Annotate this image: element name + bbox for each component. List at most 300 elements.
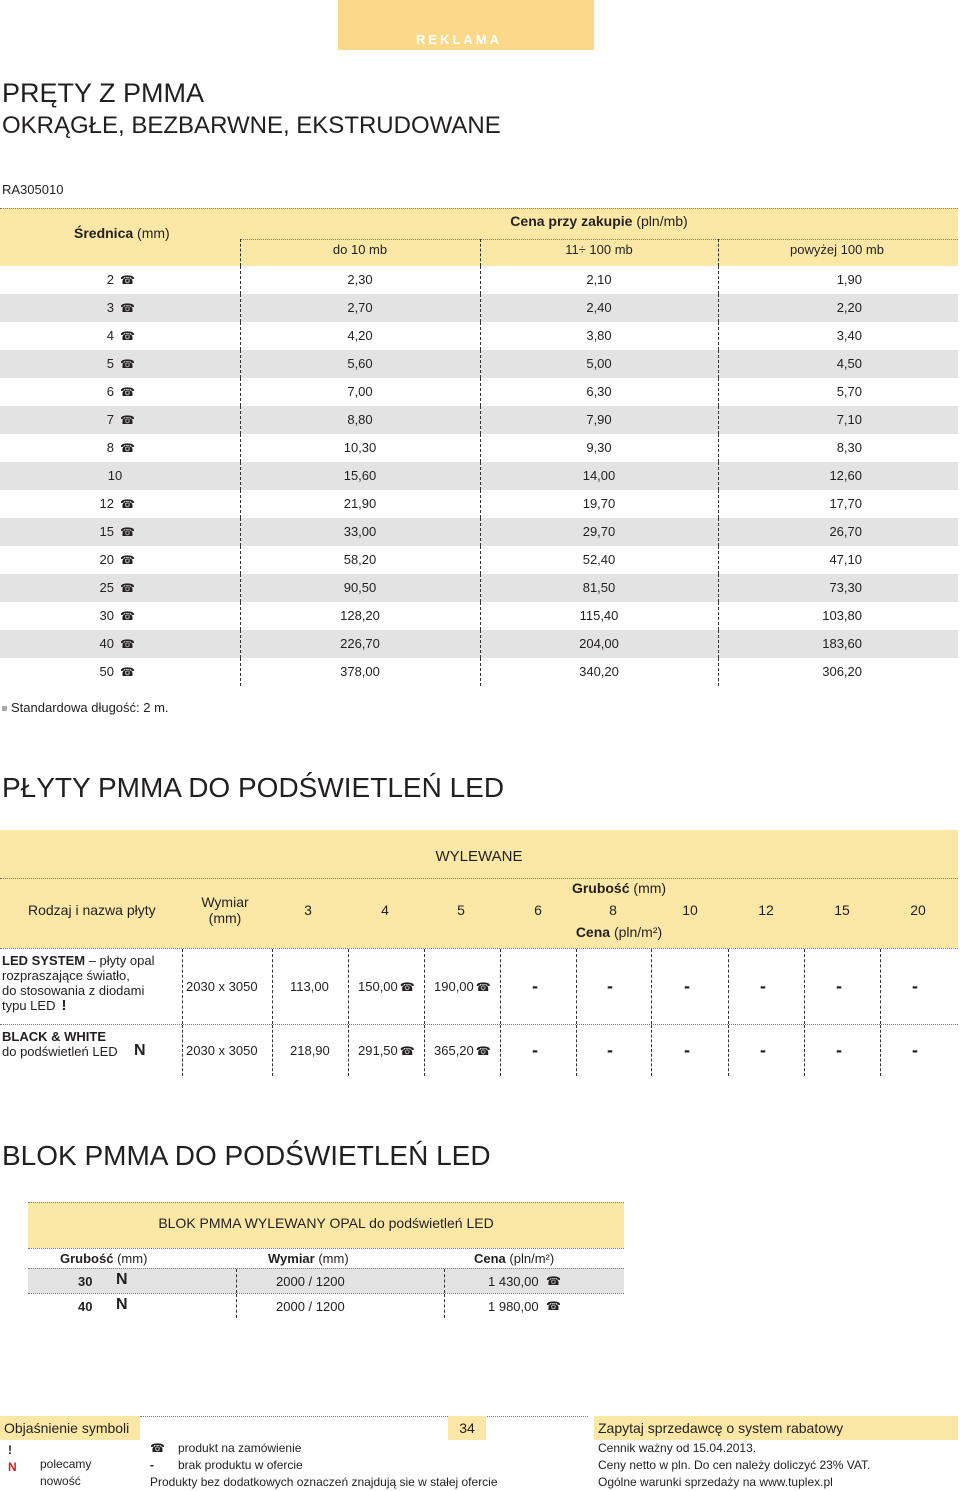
divider <box>718 546 719 574</box>
table-row <box>0 378 958 406</box>
section-title-rods: PRĘTY Z PMMA <box>2 78 205 108</box>
table-row <box>0 406 958 434</box>
divider <box>240 462 241 490</box>
divider <box>718 434 719 462</box>
phone-icon: ☎ <box>120 665 135 679</box>
price-cell: 8,30 <box>836 440 862 455</box>
diameter-cell <box>90 434 210 462</box>
table-row <box>0 658 958 686</box>
dash-icon: - <box>836 976 842 996</box>
price-cell: 378,00 <box>340 664 380 679</box>
thickness-value: 15 <box>834 902 850 918</box>
divider <box>480 490 481 518</box>
divider <box>718 322 719 350</box>
diameter-value: 2 <box>106 272 114 287</box>
price-cell: 5,60 <box>347 356 373 371</box>
section-title-led-sheets: PŁYTY PMMA DO PODŚWIETLEŃ LED <box>2 772 505 803</box>
price-cell: 7,00 <box>347 384 373 399</box>
divider <box>500 949 501 1024</box>
dash-icon: - <box>532 976 538 996</box>
legend-labels <box>40 1456 91 1490</box>
divider <box>480 434 481 462</box>
phone-icon: ☎ <box>120 357 135 371</box>
diameter-label: Średnica <box>74 225 134 241</box>
block-table-header <box>28 1248 624 1268</box>
valid-date: Cennik ważny od 15.04.2013. <box>598 1441 757 1455</box>
thickness-value: 40 <box>78 1299 93 1314</box>
divider <box>880 1025 881 1076</box>
exclamation-icon: ! <box>8 1443 12 1457</box>
col-header-1: 11÷ 100 mb <box>565 242 633 257</box>
phone-icon: ☎ <box>475 980 491 994</box>
col3-unit: (pln/m²) <box>505 1251 555 1266</box>
diameter-value: 15 <box>99 524 114 539</box>
price-value: 218,90 <box>290 1043 330 1058</box>
table-row <box>0 546 958 574</box>
price-cell: 10,30 <box>343 440 377 455</box>
divider <box>500 1025 501 1076</box>
section-subtitle-rods: OKRĄGŁE, BEZBARWNE, EKSTRUDOWANE <box>2 112 501 139</box>
col-header-2: powyżej 100 mb <box>790 242 884 257</box>
note-text: Standardowa długość: 2 m. <box>11 700 169 715</box>
col1-unit: (mm) <box>113 1251 148 1266</box>
divider <box>348 1025 349 1076</box>
footer-divider <box>140 1416 588 1440</box>
unavailable-cell <box>684 976 690 996</box>
divider <box>718 574 719 602</box>
table-row <box>0 490 958 518</box>
divider <box>424 1025 425 1076</box>
divider <box>480 350 481 378</box>
diameter-value: 40 <box>99 636 114 651</box>
divider <box>718 350 719 378</box>
divider <box>728 1025 729 1076</box>
dash-icon: - <box>150 1458 154 1472</box>
price-cell <box>434 979 491 994</box>
price-value: 190,00 <box>434 979 474 994</box>
divider <box>480 266 481 294</box>
price-cell: 52,40 <box>582 552 616 567</box>
divider <box>272 1025 273 1076</box>
divider <box>480 630 481 658</box>
divider <box>240 630 241 658</box>
page-number: 34 <box>448 1416 486 1440</box>
price-cell: 2,70 <box>347 300 373 315</box>
diameter-value: 8 <box>106 440 114 455</box>
divider <box>480 239 481 266</box>
divider <box>718 602 719 630</box>
price-cell: 115,40 <box>579 608 619 623</box>
thickness-value: 6 <box>534 902 542 918</box>
unavailable-cell <box>836 976 842 996</box>
diameter-value: 20 <box>99 552 114 567</box>
block-col-thickness <box>60 1251 147 1266</box>
table-row <box>0 350 958 378</box>
divider <box>804 1025 805 1076</box>
diameter-value: 50 <box>99 664 114 679</box>
divider <box>182 1025 183 1076</box>
diameter-cell <box>90 490 210 518</box>
diameter-value: 4 <box>106 328 114 343</box>
diameter-cell <box>90 658 210 686</box>
divider <box>718 462 719 490</box>
dash-icon: - <box>760 1040 766 1060</box>
new-n-icon: N <box>116 1296 128 1313</box>
size-value: 2000 / 1200 <box>276 1299 345 1314</box>
phone-icon: ☎ <box>120 581 135 595</box>
product-desc: do podświetleń LED <box>2 1044 118 1059</box>
pricing-info <box>598 1440 870 1491</box>
diameter-cell <box>90 378 210 406</box>
divider <box>182 949 183 1024</box>
diameter-value: 10 <box>107 468 123 483</box>
price-cell <box>290 1043 330 1058</box>
table-row <box>28 1293 624 1318</box>
divider <box>240 294 241 322</box>
divider <box>240 518 241 546</box>
product-name: BLACK & WHITE <box>2 1029 106 1044</box>
divider <box>236 1269 237 1293</box>
diameter-value: 25 <box>99 580 114 595</box>
phone-icon: ☎ <box>546 1299 561 1313</box>
divider <box>480 574 481 602</box>
price-value: 291,50 <box>358 1043 398 1058</box>
legend-none: brak produktu w ofercie <box>178 1458 303 1472</box>
divider <box>236 1294 237 1318</box>
table-row <box>0 462 958 490</box>
unavailable-cell <box>684 1040 690 1060</box>
diameter-cell <box>90 406 210 434</box>
col1-label: Grubość <box>60 1251 114 1266</box>
price-value: 1 430,00 <box>488 1274 539 1289</box>
price-cell: 17,70 <box>829 496 862 511</box>
legend-standard: Produkty bez dodatkowych oznaczeń znajdują sie w stałej ofercie <box>150 1475 498 1489</box>
divider <box>576 949 577 1024</box>
product-code: RA305010 <box>2 182 64 197</box>
dash-icon: - <box>912 1040 918 1060</box>
divider <box>480 462 481 490</box>
standard-length-note <box>2 700 169 715</box>
product-name: LED SYSTEM <box>2 953 86 968</box>
thickness-value: 3 <box>304 902 312 918</box>
size-unit: (mm) <box>208 910 242 926</box>
diameter-value: 12 <box>99 496 114 511</box>
diameter-cell <box>90 574 210 602</box>
price-cell: 73,30 <box>829 580 862 595</box>
price-cell: 7,10 <box>836 412 862 427</box>
table-row <box>0 322 958 350</box>
table-row <box>28 1268 624 1293</box>
phone-icon: ☎ <box>399 1044 415 1058</box>
table-row <box>0 630 958 658</box>
unavailable-cell <box>912 976 918 996</box>
thickness-value: 5 <box>457 902 465 918</box>
diameter-value: 3 <box>106 300 114 315</box>
price-cell: 2,10 <box>586 272 612 287</box>
price-m2-header <box>280 924 958 940</box>
block-col-size <box>268 1251 349 1266</box>
phone-icon: ☎ <box>546 1274 561 1288</box>
price-cell: 340,20 <box>579 664 619 679</box>
price-cell: 15,60 <box>343 468 377 483</box>
dash-icon: - <box>760 976 766 996</box>
price-cell: 306,20 <box>822 664 862 679</box>
divider <box>480 378 481 406</box>
diameter-cell <box>90 350 210 378</box>
divider <box>651 1025 652 1076</box>
price-cell: 183,60 <box>822 636 862 651</box>
divider <box>240 266 241 294</box>
col3-label: Cena <box>474 1251 506 1266</box>
thickness-value: 8 <box>609 902 617 918</box>
diameter-unit: (mm) <box>137 225 170 241</box>
type-header: Rodzaj i nazwa płyty <box>28 902 156 918</box>
divider <box>718 239 719 266</box>
price-cell: 19,70 <box>582 496 616 511</box>
divider <box>480 602 481 630</box>
unavailable-cell <box>836 1040 842 1060</box>
size-label: Wymiar <box>201 894 249 910</box>
new-n-icon: N <box>8 1460 17 1474</box>
col2-unit: (mm) <box>314 1251 349 1266</box>
legend-order: produkt na zamówienie <box>178 1441 302 1455</box>
table-row <box>0 948 958 1024</box>
price-cell: 226,70 <box>340 636 380 651</box>
unavailable-cell <box>760 976 766 996</box>
price-cell: 6,30 <box>586 384 612 399</box>
dash-icon: - <box>684 1040 690 1060</box>
block-title-suffix: do podświetleń LED <box>365 1215 494 1231</box>
diameter-header <box>74 225 170 241</box>
dash-icon: - <box>912 976 918 996</box>
divider <box>718 378 719 406</box>
product-name-cell <box>2 953 182 1013</box>
price-value: 150,00 <box>358 979 398 994</box>
size-cell: 2030 x 3050 <box>186 1043 258 1058</box>
divider <box>651 949 652 1024</box>
product-desc: do stosowania z diodami <box>2 983 145 998</box>
table-row <box>0 574 958 602</box>
phone-icon: ☎ <box>120 413 135 427</box>
price-cell: 26,70 <box>829 524 862 539</box>
price-cell: 81,50 <box>582 580 616 595</box>
unavailable-cell <box>532 976 538 996</box>
dash-icon: - <box>684 976 690 996</box>
table-row <box>0 294 958 322</box>
price-value: 365,20 <box>434 1043 474 1058</box>
phone-icon: ☎ <box>120 609 135 623</box>
diameter-cell <box>90 266 210 294</box>
block-table-title <box>28 1203 624 1231</box>
diameter-value: 7 <box>106 412 114 427</box>
price-cell: 90,50 <box>343 580 377 595</box>
phone-icon: ☎ <box>120 301 135 315</box>
exclamation-icon: ! <box>61 997 67 1014</box>
diameter-cell <box>90 546 210 574</box>
col2-label: Wymiar <box>268 1251 315 1266</box>
block-table-title-bar <box>28 1202 624 1248</box>
unavailable-cell <box>912 1040 918 1060</box>
dash-icon: - <box>607 976 613 996</box>
diameter-cell <box>90 630 210 658</box>
block-col-price <box>474 1251 554 1266</box>
phone-icon: ☎ <box>120 329 135 343</box>
phone-icon: ☎ <box>120 273 135 287</box>
phone-icon: ☎ <box>399 980 415 994</box>
phone-icon: ☎ <box>120 525 135 539</box>
advertisement-banner: REKLAMA <box>338 0 594 50</box>
diameter-cell <box>90 602 210 630</box>
divider <box>480 546 481 574</box>
table-row <box>0 434 958 462</box>
phone-icon: ☎ <box>120 385 135 399</box>
price-cell: 7,90 <box>586 412 612 427</box>
divider <box>348 949 349 1024</box>
divider <box>240 574 241 602</box>
divider <box>444 1294 445 1318</box>
price-cell <box>434 1043 491 1058</box>
new-n-icon: N <box>134 1042 146 1059</box>
phone-icon: ☎ <box>120 497 135 511</box>
divider <box>240 378 241 406</box>
diameter-cell <box>90 294 210 322</box>
price-label: Cena przy zakupie <box>510 213 633 229</box>
diameter-value: 5 <box>106 356 114 371</box>
divider <box>240 658 241 686</box>
divider <box>718 266 719 294</box>
phone-icon: ☎ <box>120 637 135 651</box>
table-row <box>0 518 958 546</box>
price-value: 1 980,00 <box>488 1299 539 1314</box>
diameter-cell <box>90 518 210 546</box>
price-cell <box>358 979 415 994</box>
price-cell: 5,00 <box>586 356 612 371</box>
price-cell: 128,20 <box>340 608 380 623</box>
diameter-value: 30 <box>99 608 114 623</box>
thickness-value: 10 <box>682 902 698 918</box>
table-row <box>0 602 958 630</box>
product-desc-line <box>2 998 182 1013</box>
price-cell: 21,90 <box>343 496 377 511</box>
product-desc: – płyty opal <box>85 953 155 968</box>
divider <box>272 949 273 1024</box>
divider <box>240 406 241 434</box>
price-unit: (pln/mb) <box>636 213 688 229</box>
diameter-cell <box>90 322 210 350</box>
price-cell: 29,70 <box>582 524 616 539</box>
thickness-values <box>0 902 958 922</box>
legend-recommend: polecamy <box>40 1457 92 1471</box>
thickness-unit: (mm) <box>633 880 667 896</box>
price-cell: 58,20 <box>343 552 377 567</box>
rebate-text: Zapytaj sprzedawcę o system rabatowy <box>594 1416 958 1440</box>
price-cell: 103,80 <box>822 608 862 623</box>
rods-table-body <box>0 266 958 686</box>
thickness-label: Grubość <box>571 880 630 896</box>
thickness-value: 12 <box>758 902 774 918</box>
table-row <box>0 266 958 294</box>
diameter-value: 6 <box>106 384 114 399</box>
divider <box>804 949 805 1024</box>
rods-price-table <box>0 208 958 686</box>
price-unit: (pln/m²) <box>613 924 663 940</box>
price-cell: 47,10 <box>829 552 862 567</box>
terms-link: Ogólne warunki sprzedaży na www.tuplex.pl <box>598 1475 833 1489</box>
divider <box>880 949 881 1024</box>
unavailable-cell <box>532 1040 538 1060</box>
divider <box>718 630 719 658</box>
phone-icon: ☎ <box>475 1044 491 1058</box>
price-cell: 8,80 <box>347 412 373 427</box>
phone-icon: ☎ <box>120 441 135 455</box>
divider <box>718 294 719 322</box>
rods-table-header <box>0 208 958 266</box>
divider <box>480 294 481 322</box>
divider <box>718 406 719 434</box>
size-cell: 2030 x 3050 <box>186 979 258 994</box>
section-title-led-blocks: BLOK PMMA DO PODŚWIETLEŃ LED <box>2 1140 491 1171</box>
divider <box>480 518 481 546</box>
divider <box>480 322 481 350</box>
price-cell: 5,70 <box>836 384 862 399</box>
divider <box>718 518 719 546</box>
table-row <box>0 1024 958 1076</box>
new-n-icon: N <box>116 1271 128 1288</box>
divider <box>240 546 241 574</box>
product-desc: rozpraszające światło, <box>2 968 130 983</box>
phone-icon: ☎ <box>150 1441 165 1455</box>
phone-icon: ☎ <box>120 553 135 567</box>
price-cell: 2,30 <box>347 272 373 287</box>
divider <box>240 350 241 378</box>
divider <box>718 658 719 686</box>
product-name-cell <box>2 1029 182 1059</box>
led-table-header <box>0 830 958 948</box>
price-cell: 2,20 <box>836 300 862 315</box>
group-label: WYLEWANE <box>435 848 523 865</box>
block-title-main: BLOK PMMA WYLEWANY OPAL <box>158 1215 366 1231</box>
unavailable-cell <box>607 1040 613 1060</box>
price-cell: 4,20 <box>347 328 373 343</box>
divider <box>424 949 425 1024</box>
price-cell <box>358 1043 415 1058</box>
legend-symbols <box>8 1442 30 1476</box>
dash-icon: - <box>836 1040 842 1060</box>
price-cell: 1,90 <box>836 272 862 287</box>
size-value: 2000 / 1200 <box>276 1274 345 1289</box>
price-cell: 14,00 <box>582 468 616 483</box>
divider <box>718 490 719 518</box>
header-divider <box>240 239 958 240</box>
divider <box>576 1025 577 1076</box>
divider <box>480 658 481 686</box>
diameter-cell <box>90 462 210 490</box>
col-header-0: do 10 mb <box>332 242 388 257</box>
legend-new: nowość <box>40 1474 81 1488</box>
legend-title: Objaśnienie symboli <box>0 1416 140 1440</box>
legend-center <box>150 1440 498 1491</box>
divider <box>480 406 481 434</box>
price-cell: 3,80 <box>586 328 612 343</box>
dash-icon: - <box>607 1040 613 1060</box>
price-header <box>240 213 958 229</box>
unavailable-cell <box>607 976 613 996</box>
dash-icon: - <box>532 1040 538 1060</box>
divider <box>240 602 241 630</box>
vat-info: Ceny netto w pln. Do cen należy doliczyć 23% VAT. <box>598 1458 871 1472</box>
price-cell: 204,00 <box>579 636 619 651</box>
price-cell: 2,40 <box>586 300 612 315</box>
